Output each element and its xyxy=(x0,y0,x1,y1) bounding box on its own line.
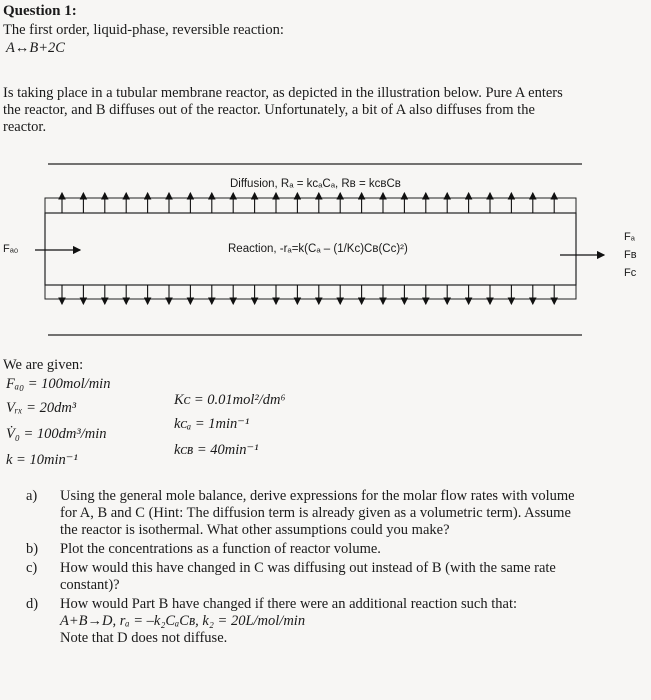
top-membrane-wall xyxy=(45,198,576,213)
diffusion-label: Diffusion, Rₐ = kᴄₐCₐ, Rʙ = kᴄʙCʙ xyxy=(230,178,401,190)
question-title: Question 1: xyxy=(3,3,77,19)
outlet-flow-c-label: Fᴄ xyxy=(624,267,637,279)
given-heading: We are given: xyxy=(3,357,84,373)
given-k: k = 10min⁻¹ xyxy=(6,452,78,468)
part-c-line-1: How would this have changed in C was diffusing out instead of B (with the same rate xyxy=(60,560,556,576)
part-b-label: b) xyxy=(26,541,39,557)
bottom-membrane-wall xyxy=(45,285,576,299)
description-line-1: Is taking place in a tubular membrane reactor, as depicted in the illustration below. Pure A enters xyxy=(3,85,563,101)
part-a-line-3: the reactor is isothermal. What other assumptions could you make? xyxy=(60,522,450,538)
given-vrx: Vᵣₓ = 20dm³ xyxy=(6,400,77,416)
given-kcb: kᴄʙ = 40min⁻¹ xyxy=(174,442,259,458)
description-line-3: reactor. xyxy=(3,119,47,135)
part-d-line-2: A+B→D, rₐ = –k₂CₐCʙ, k₂ = 20L/mol/min xyxy=(60,613,306,629)
part-a xyxy=(26,488,646,539)
part-a-line-1: Using the general mole balance, derive expressions for the molar flow rates with volume xyxy=(60,488,575,504)
part-d-line-1: How would Part B have changed if there were an additional reaction such that: xyxy=(60,596,517,612)
question-intro: The first order, liquid-phase, reversible reaction: xyxy=(3,22,284,38)
part-d-label: d) xyxy=(26,596,39,612)
reaction-equation: A↔B+2C xyxy=(6,40,65,56)
given-kca: kᴄₐ = 1min⁻¹ xyxy=(174,416,250,432)
part-c xyxy=(26,560,646,594)
part-b xyxy=(26,541,646,558)
part-b-line-1: Plot the concentrations as a function of reactor volume. xyxy=(60,541,381,557)
description-line-2: the reactor, and B diffuses out of the reactor. Unfortunately, a bit of A also diffuses from the xyxy=(3,102,535,118)
part-c-label: c) xyxy=(26,560,38,576)
outlet-flow-a-label: Fₐ xyxy=(624,231,635,243)
part-d xyxy=(26,596,646,647)
part-d-line-3: Note that D does not diffuse. xyxy=(60,630,228,646)
part-a-label: a) xyxy=(26,488,38,504)
inlet-flow-label: Fₐ₀ xyxy=(3,243,19,255)
part-c-line-2: constant)? xyxy=(60,577,120,593)
reaction-rate-label: Reaction, -rₐ=k(Cₐ – (1/Kᴄ)Cʙ(Cᴄ)²) xyxy=(228,243,408,255)
given-kc: Kᴄ = 0.01mol²/dm⁶ xyxy=(174,392,286,408)
given-fa0: Fₐ₀ = 100mol/min xyxy=(6,376,111,392)
outlet-flow-b-label: Fʙ xyxy=(624,249,637,261)
question-parts xyxy=(26,488,646,649)
given-v0: V̇₀ = 100dm³/min xyxy=(6,426,107,442)
top-diffusion-arrows xyxy=(62,193,554,213)
part-a-line-2: for A, B and C (Hint: The diffusion term is already given as a volumetric term). Assume xyxy=(60,505,571,521)
bottom-diffusion-arrows xyxy=(62,285,554,304)
